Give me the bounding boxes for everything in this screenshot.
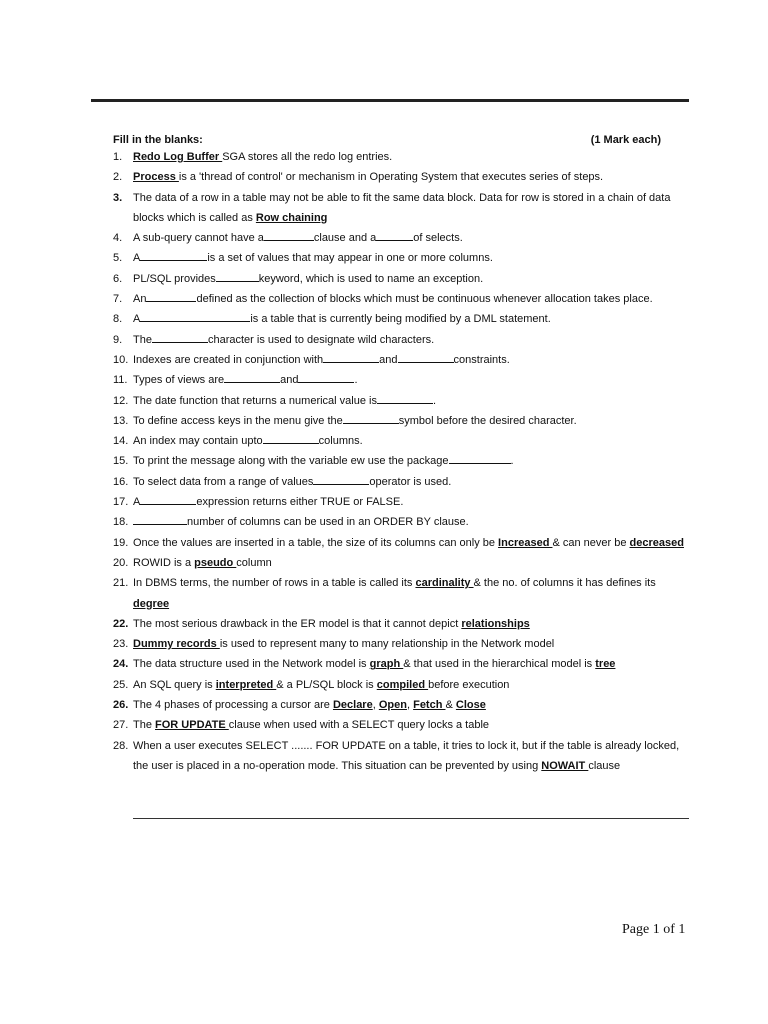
question-text: The 4 phases of processing a cursor are Declare, Open, Fetch & Close bbox=[133, 699, 486, 712]
question-number: 4. bbox=[113, 232, 123, 245]
question-text: ROWID is a pseudo column bbox=[133, 556, 272, 569]
section-title: Fill in the blanks: bbox=[113, 134, 203, 146]
question-number: 27. bbox=[113, 719, 129, 732]
question-text: Once the values are inserted in a table, the size of its columns can only be Increased & can never be decreased bbox=[133, 536, 684, 549]
question-item bbox=[113, 248, 685, 268]
question-text: The character is used to designate wild characters. bbox=[133, 333, 435, 346]
top-rule bbox=[91, 99, 689, 102]
question-number: 28. bbox=[113, 739, 129, 752]
question-text: When a user executes SELECT ....... FOR UPDATE on a table, it tries to lock it, but if the table is already locked, the user is placed in a no-operation mode. This situation can be prevented by using NOWAIT clause bbox=[133, 739, 680, 772]
question-text: A is a set of values that may appear in one or more columns. bbox=[133, 252, 493, 265]
question-text: A is a table that is currently being modified by a DML statement. bbox=[133, 313, 551, 326]
question-number: 23. bbox=[113, 638, 129, 651]
marks-label: (1 Mark each) bbox=[590, 134, 661, 146]
question-number: 18. bbox=[113, 516, 129, 529]
question-number: 3. bbox=[113, 191, 123, 204]
question-item bbox=[113, 472, 685, 492]
question-number: 11. bbox=[113, 374, 128, 387]
question-number: 19. bbox=[113, 536, 129, 549]
question-list bbox=[113, 147, 685, 776]
question-item bbox=[113, 675, 685, 695]
question-item bbox=[113, 533, 685, 553]
question-text: In DBMS terms, the number of rows in a table is called its cardinality & the no. of columns it has defines its degree bbox=[133, 577, 656, 610]
question-item bbox=[113, 411, 685, 431]
question-number: 6. bbox=[113, 272, 123, 285]
question-item bbox=[113, 228, 685, 248]
question-item bbox=[113, 451, 685, 471]
question-number: 13. bbox=[113, 414, 129, 427]
question-number: 1. bbox=[113, 151, 123, 163]
question-text: The data structure used in the Network model is graph & that used in the hierarchical model is tree bbox=[133, 658, 616, 671]
question-item bbox=[113, 167, 685, 187]
question-text: A expression returns either TRUE or FALSE. bbox=[133, 496, 404, 509]
question-item bbox=[113, 269, 685, 289]
question-item bbox=[113, 512, 685, 532]
question-item bbox=[113, 431, 685, 451]
question-item bbox=[113, 309, 685, 329]
question-text: Indexes are created in conjunction with and constraints. bbox=[133, 353, 510, 366]
question-item bbox=[113, 350, 685, 370]
question-text: Types of views are and . bbox=[133, 374, 358, 387]
question-item bbox=[113, 654, 685, 674]
question-number: 5. bbox=[113, 252, 123, 265]
question-number: 10. bbox=[113, 353, 129, 366]
question-number: 20. bbox=[113, 556, 129, 569]
question-number: 16. bbox=[113, 475, 129, 488]
question-text: Dummy records is used to represent many to many relationship in the Network model bbox=[133, 638, 555, 651]
question-item bbox=[113, 553, 685, 573]
question-text: The FOR UPDATE clause when used with a SELECT query locks a table bbox=[133, 719, 490, 732]
question-item bbox=[113, 492, 685, 512]
question-item bbox=[113, 634, 685, 654]
question-item bbox=[113, 330, 685, 350]
question-item bbox=[113, 695, 685, 715]
question-number: 2. bbox=[113, 171, 123, 184]
question-text: A sub-query cannot have a clause and a of selects. bbox=[133, 232, 463, 245]
question-text: To select data from a range of values operator is used. bbox=[133, 475, 452, 488]
question-item bbox=[113, 573, 685, 614]
question-number: 7. bbox=[113, 293, 123, 306]
question-text: Process is a 'thread of control' or mechanism in Operating System that executes series of steps. bbox=[133, 171, 604, 184]
question-text: To define access keys in the menu give the symbol before the desired character. bbox=[133, 414, 577, 427]
question-text: The date function that returns a numerical value is . bbox=[133, 394, 437, 407]
question-number: 9. bbox=[113, 333, 123, 346]
question-text: Redo Log Buffer SGA stores all the redo log entries. bbox=[133, 151, 393, 163]
question-text: An SQL query is interpreted & a PL/SQL block is compiled before execution bbox=[133, 678, 510, 691]
question-text: number of columns can be used in an ORDER BY clause. bbox=[133, 516, 469, 528]
question-text: An defined as the collection of blocks which must be continuous whenever allocation takes place. bbox=[133, 293, 653, 306]
question-item bbox=[113, 147, 685, 167]
question-number: 15. bbox=[113, 455, 129, 468]
question-text: The data of a row in a table may not be able to fit the same data block. Data for row is stored in a chain of data blocks which is called as Row chaining bbox=[133, 191, 671, 224]
question-text: The most serious drawback in the ER model is that it cannot depict relationships bbox=[133, 617, 530, 630]
question-item bbox=[113, 391, 685, 411]
question-number: 25. bbox=[113, 678, 129, 691]
question-number: 24. bbox=[113, 658, 129, 671]
question-number: 14. bbox=[113, 435, 129, 448]
question-text: An index may contain upto columns. bbox=[133, 435, 363, 448]
question-number: 12. bbox=[113, 394, 129, 407]
question-item bbox=[113, 289, 685, 309]
question-number: 21. bbox=[113, 577, 129, 590]
question-number: 22. bbox=[113, 617, 129, 630]
question-text: PL/SQL provides keyword, which is used to name an exception. bbox=[133, 272, 484, 285]
question-number: 17. bbox=[113, 496, 129, 509]
question-number: 8. bbox=[113, 313, 123, 326]
question-item bbox=[113, 370, 685, 390]
question-number: 26. bbox=[113, 699, 129, 712]
page-number: Page 1 of 1 bbox=[622, 922, 686, 937]
bottom-rule bbox=[133, 818, 689, 819]
question-item bbox=[113, 715, 685, 735]
question-item bbox=[113, 614, 685, 634]
question-text: To print the message along with the variable ew use the package . bbox=[133, 455, 514, 468]
question-item bbox=[113, 736, 685, 777]
question-item bbox=[113, 188, 685, 229]
